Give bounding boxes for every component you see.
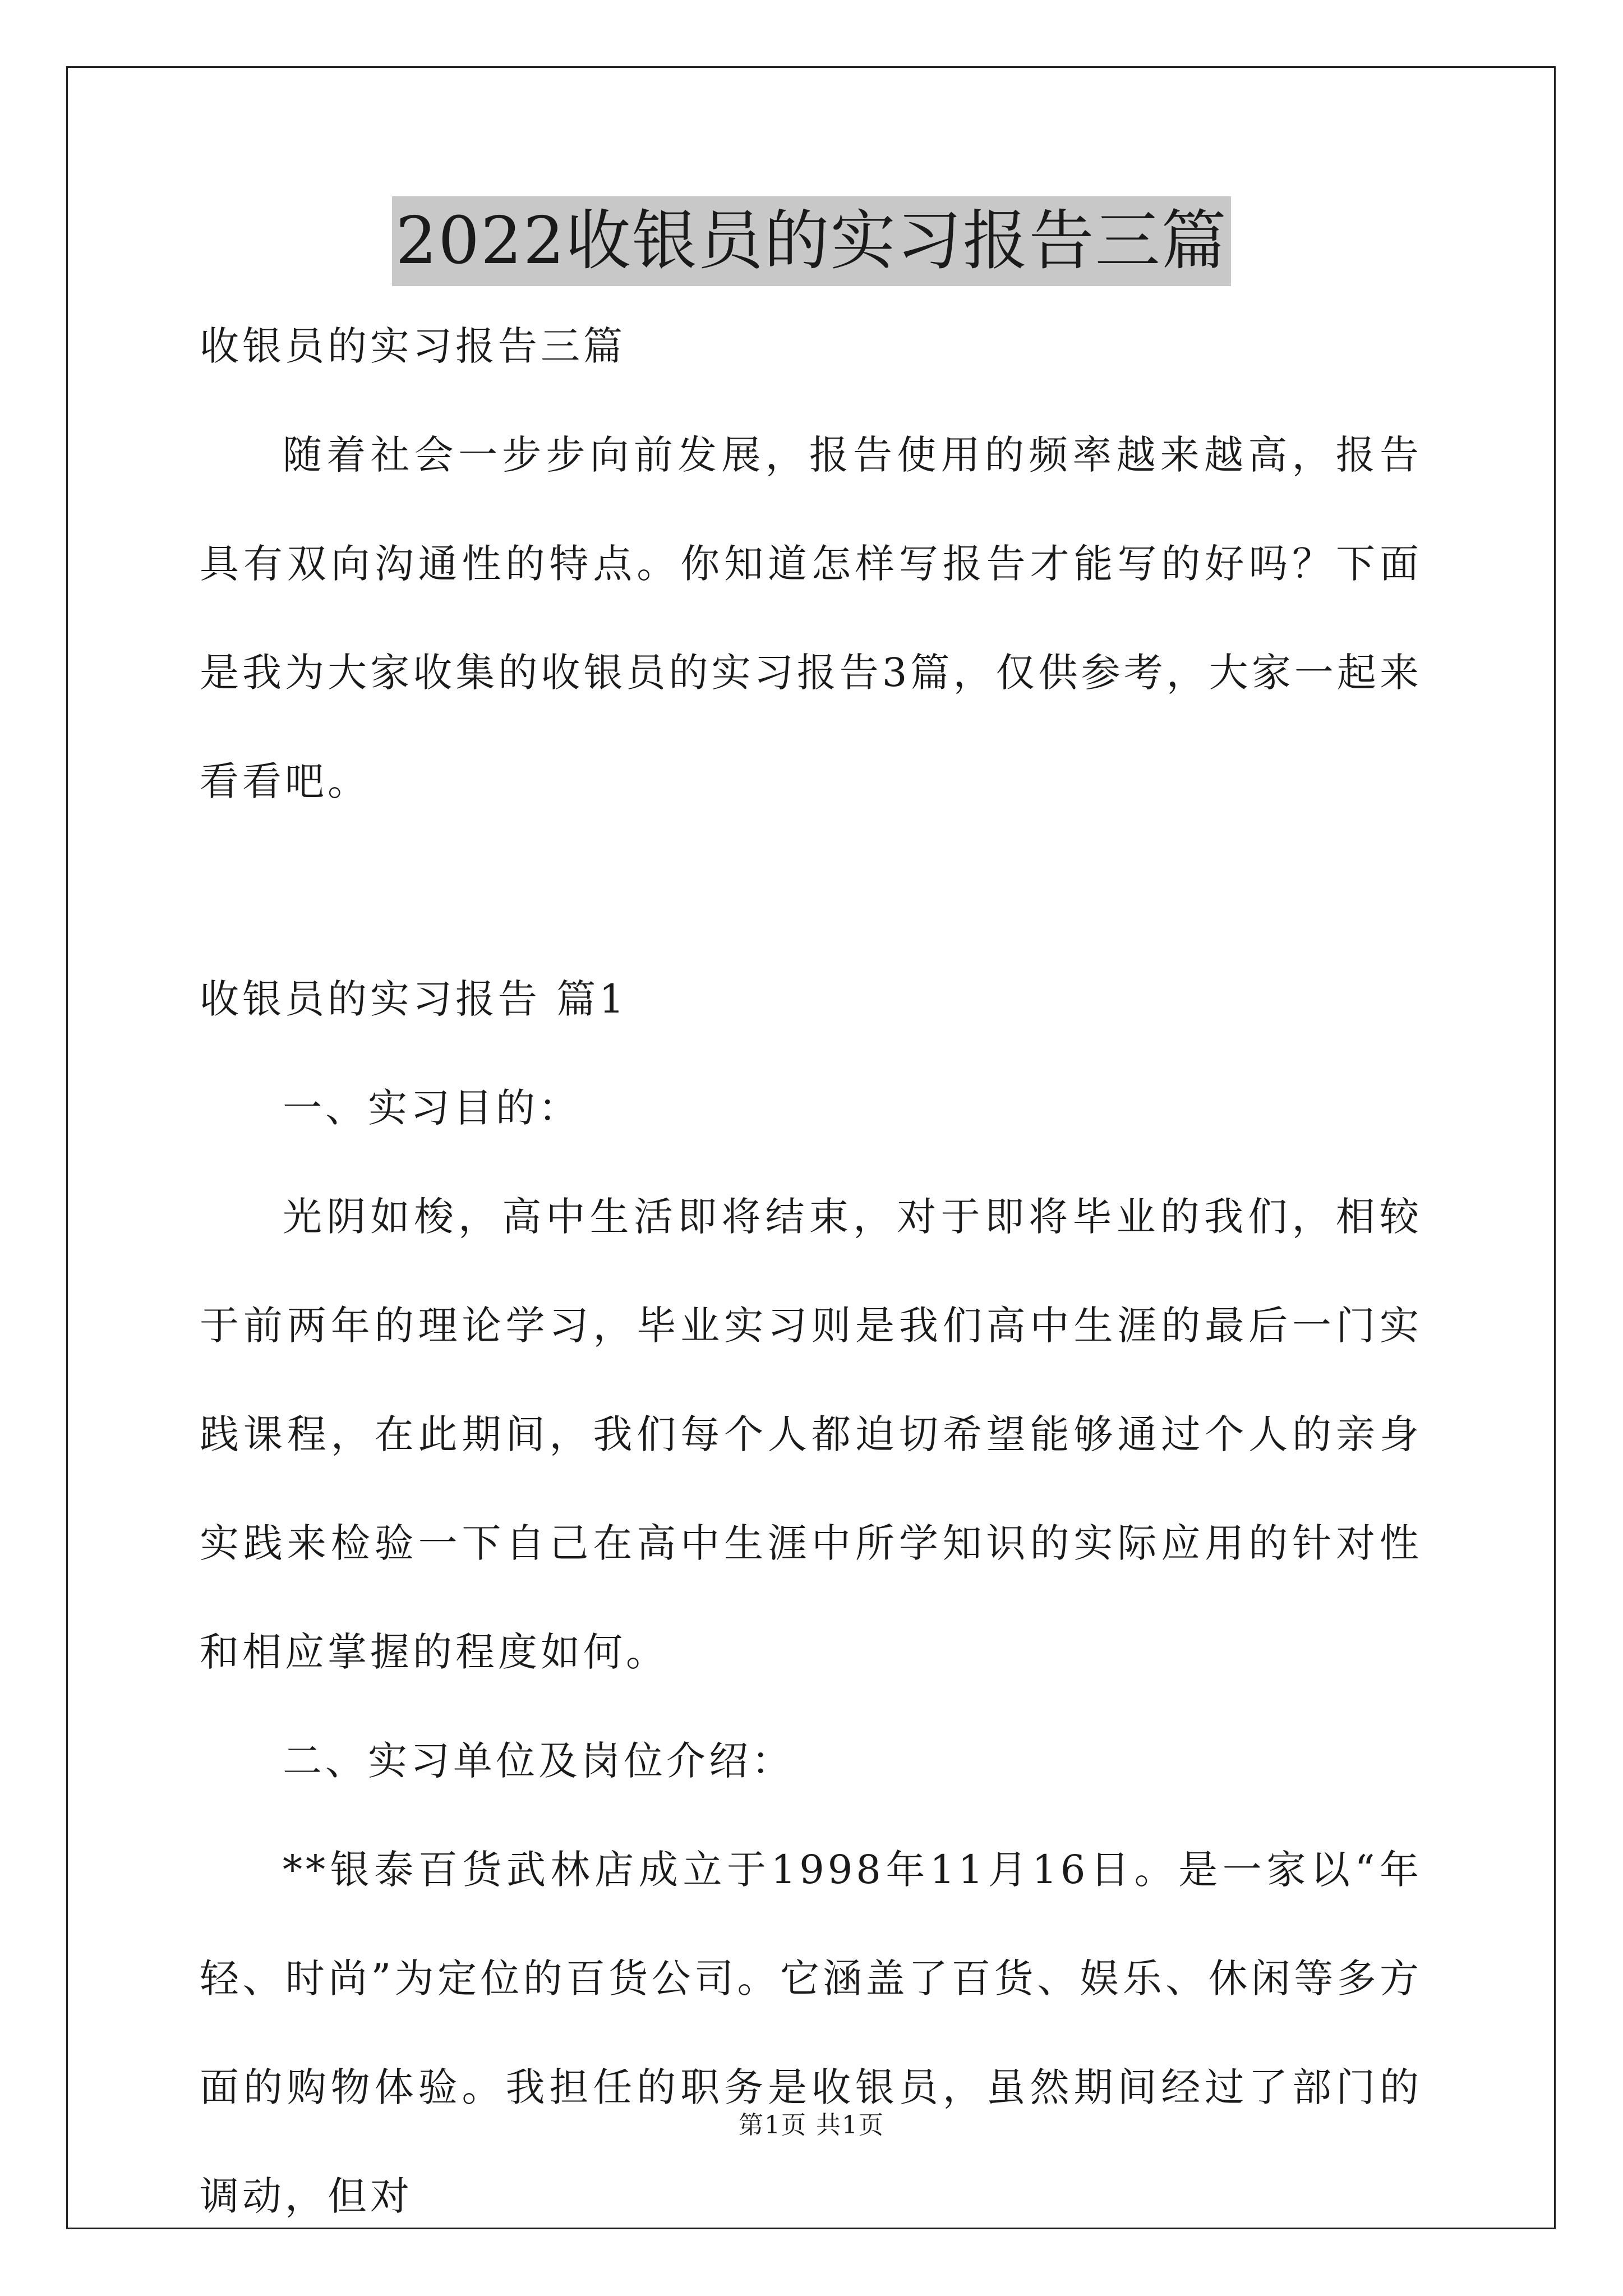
unit-intro-paragraph: **银泰百货武林店成立于1998年11月16日。是一家以“年轻、时尚”为定位的百货公司。它涵盖了百货、娱乐、休闲等多方面的购物体验。我担任的职务是收银员，虽然期间经过了部门的调动，但对: [200, 1847, 1422, 2219]
page-footer: 第1页 共1页: [739, 2111, 884, 2139]
document-subtitle: 收银员的实习报告三篇: [200, 323, 626, 369]
intro-paragraph: 随着社会一步步向前发展，报告使用的频率越来越高，报告具有双向沟通性的特点。你知道怎样写报告才能写的好吗？下面是我为大家收集的收银员的实习报告3篇，仅供参考，大家一起来看看吧。: [200, 432, 1422, 804]
document-title: [0, 196, 1623, 286]
document-body: [200, 292, 1422, 2251]
section-heading: 收银员的实习报告 篇1: [200, 976, 628, 1022]
heading-purpose: 一、实习目的：: [283, 1085, 581, 1131]
document-title-text: 2022收银员的实习报告三篇: [392, 196, 1230, 286]
heading-unit-intro: 二、实习单位及岗位介绍：: [283, 1738, 794, 1784]
purpose-paragraph: 光阴如梭，高中生活即将结束，对于即将毕业的我们，相较于前两年的理论学习，毕业实习则是我们高中生涯的最后一门实践课程，在此期间，我们每个人都迫切希望能够通过个人的亲身实践来检验一下自己在高中生涯中所学知识的实际应用的针对性和相应掌握的程度如何。: [200, 1194, 1422, 1675]
